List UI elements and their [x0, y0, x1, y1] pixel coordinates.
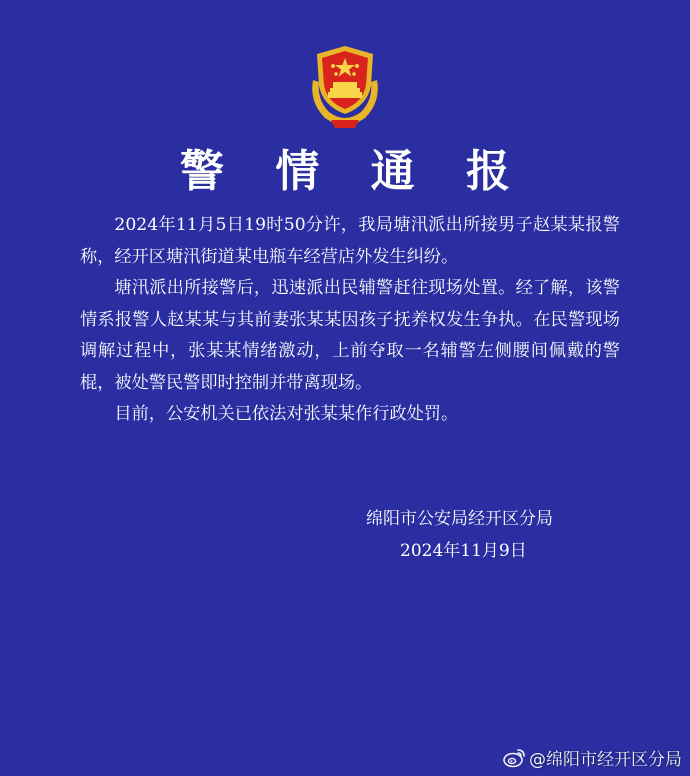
- weibo-watermark: [503, 745, 682, 770]
- notice-body: [80, 210, 620, 431]
- paragraph-3: 目前，公安机关已依法对张某某作行政处罚。: [114, 404, 459, 424]
- paragraph-1: 2024年11月5日19时50分许，我局塘汛派出所接男子赵某某报警称，经开区塘汛街道某电瓶车经营店外发生纠纷。: [80, 215, 620, 267]
- police-emblem-icon: [303, 40, 387, 130]
- notice-title: 警 情 通 报: [180, 146, 528, 197]
- watermark-handle: @绵阳市经开区分局: [529, 750, 682, 770]
- paragraph-2: 塘汛派出所接警后，迅速派出民辅警赶往现场处置。经了解，该警情系报警人赵某某与其前妻张某某因孩子抚养权发生争执。在民警现场调解过程中，张某某情绪激动，上前夺取一名辅警左侧腰间佩戴的警棍，被处警民警即时控制并带离现场。: [80, 278, 620, 393]
- weibo-icon: [503, 747, 527, 769]
- signature-date: 2024年11月9日: [400, 541, 527, 561]
- signature-organization: 绵阳市公安局经开区分局: [366, 509, 553, 529]
